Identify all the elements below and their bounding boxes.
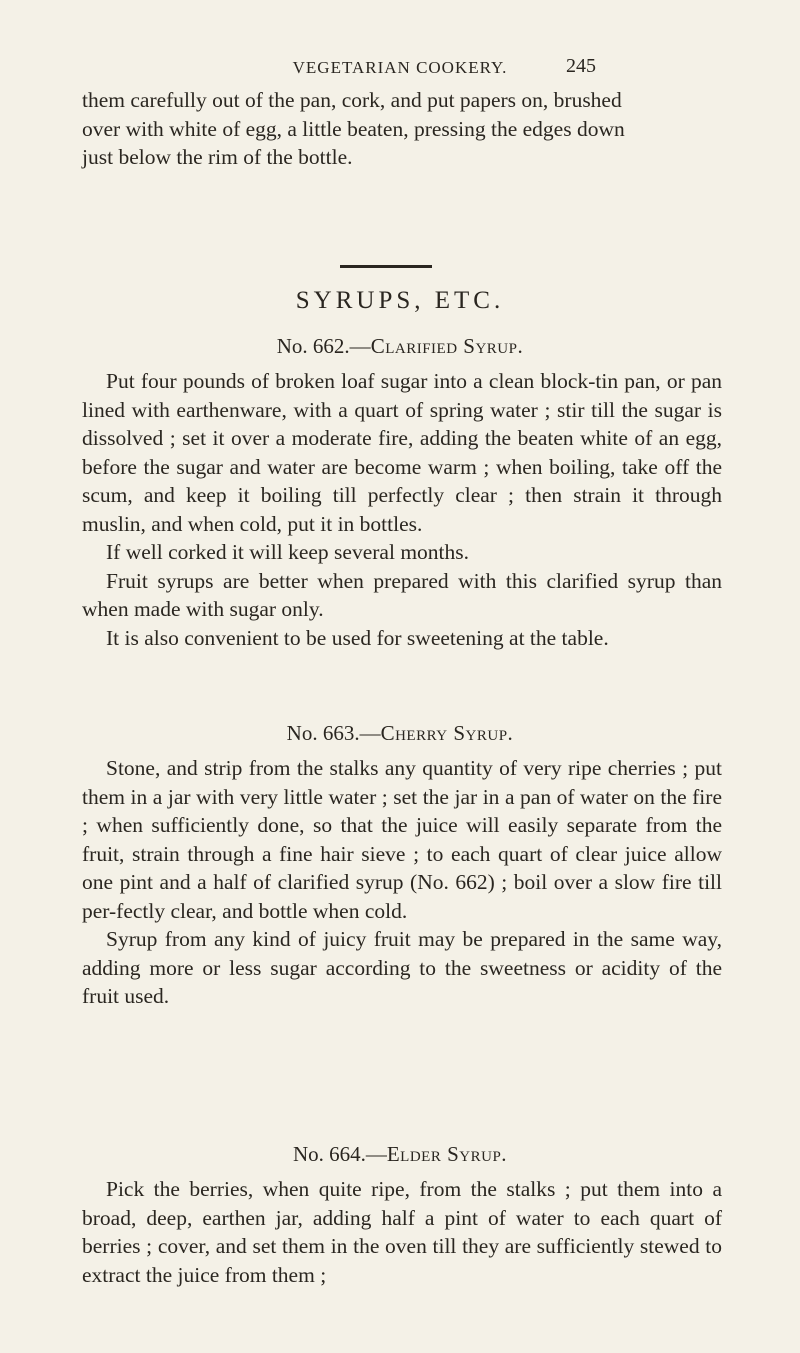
recipe-paragraph: If well corked it will keep several months. bbox=[106, 540, 470, 564]
recipe-name: Clarified Syrup. bbox=[370, 334, 524, 358]
intro-line: over with white of egg, a little beaten, pressing the edges down bbox=[82, 116, 625, 141]
recipe-heading bbox=[0, 721, 800, 746]
section-divider bbox=[340, 265, 432, 268]
recipe-body bbox=[82, 754, 722, 1011]
running-head: VEGETARIAN COOKERY. bbox=[292, 58, 508, 77]
recipe-heading bbox=[0, 334, 800, 359]
recipe-paragraph: Syrup from any kind of juicy fruit may be prepared in the same way, adding more or less sugar according to the sweetness or acidity of the fruit used. bbox=[82, 927, 722, 1008]
recipe-number: No. 664.— bbox=[292, 1142, 387, 1166]
recipe-paragraph: Put four pounds of broken loaf sugar into a clean block-tin pan, or pan lined with earthenware, with a quart of spring water ; stir till the sugar is dissolved ; set it over a moderate fire, adding the beaten white of an egg, before the sugar and water are become warm ; when boiling, take off the scum, and keep it boiling till perfectly clear ; then strain it through muslin, and when cold, put it in bottles. bbox=[82, 369, 722, 536]
recipe-number: No. 662.— bbox=[276, 334, 371, 358]
recipe-heading bbox=[0, 1142, 800, 1167]
recipe-body bbox=[82, 367, 722, 652]
recipe-body bbox=[82, 1175, 722, 1289]
page-number: 245 bbox=[566, 55, 596, 77]
recipe-paragraph: Pick the berries, when quite ripe, from the stalks ; put them into a broad, deep, earthen jar, adding half a pint of water to each quart of berries ; cover, and set them in the oven till they are sufficiently stewed to extract the juice from them ; bbox=[82, 1177, 722, 1287]
recipe-paragraph: Fruit syrups are better when prepared with this clarified syrup than when made with sugar only. bbox=[82, 568, 722, 621]
recipe-number: No. 663.— bbox=[286, 721, 381, 745]
section-title: SYRUPS, ETC. bbox=[295, 287, 505, 314]
recipe-name: Cherry Syrup. bbox=[380, 721, 514, 745]
intro-line: just below the rim of the bottle. bbox=[82, 145, 353, 169]
intro-text bbox=[82, 86, 722, 172]
recipe-paragraph: It is also convenient to be used for sweetening at the table. bbox=[106, 625, 609, 650]
recipe-paragraph: Stone, and strip from the stalks any quantity of very ripe cherries ; put them in a jar with very little water ; set the jar in a pan of water on the fire ; when sufficiently done, so that the juice will easily separate from the fruit, strain through a fine hair sieve ; to each quart of clear juice allow one pint and a half of clarified syrup (No. 662) ; boil over a slow fire till per-fectly clear, and bottle when cold. bbox=[82, 756, 722, 923]
intro-line: them carefully out of the pan, cork, and put papers on, brushed bbox=[82, 88, 622, 112]
recipe-name: Elder Syrup. bbox=[386, 1142, 508, 1166]
